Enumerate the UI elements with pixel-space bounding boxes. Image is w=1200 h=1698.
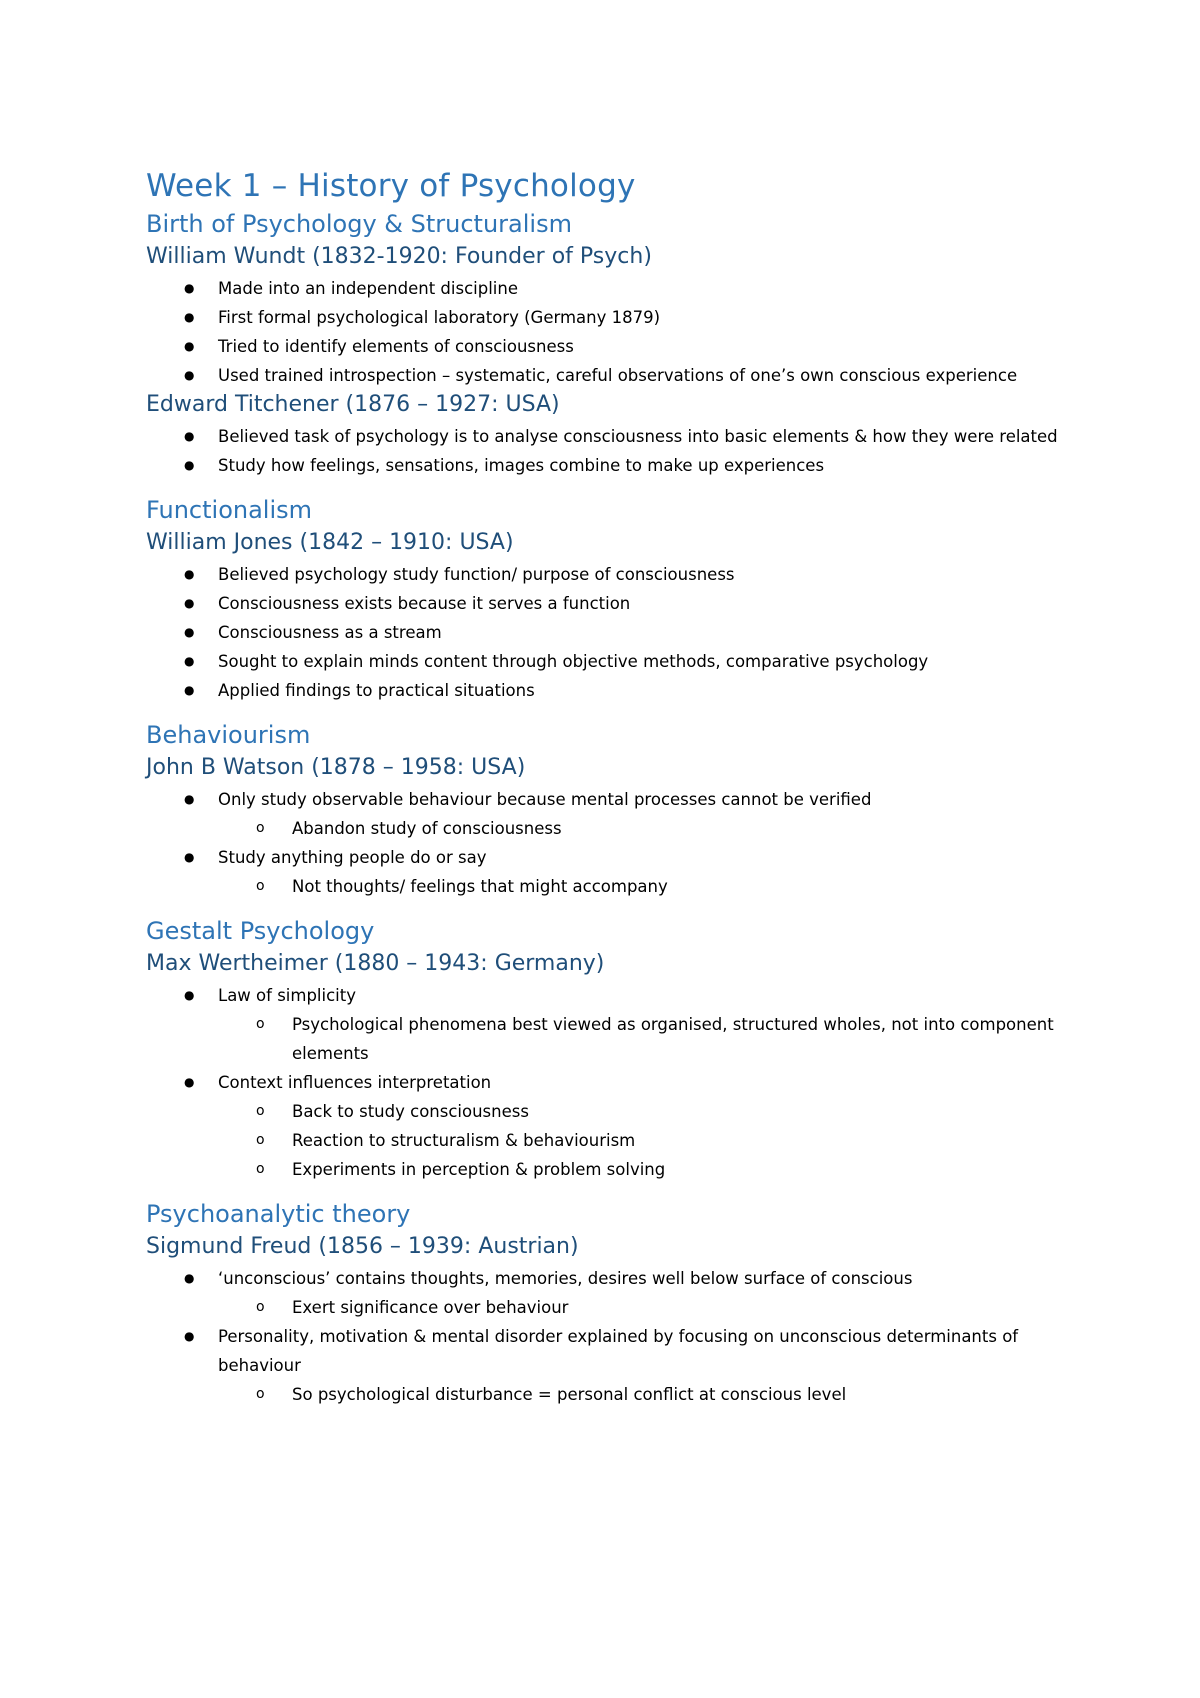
bullet-list [146, 422, 1080, 480]
bullet-dot-icon: ● [184, 850, 195, 864]
bullet-text: Made into an independent discipline [218, 279, 518, 298]
bullet-text: Believed task of psychology is to analyse consciousness into basic elements & how they were related [218, 427, 1058, 446]
sub-bullet-circle-icon: o [256, 878, 265, 894]
bullet-item [146, 676, 1080, 705]
bullet-dot-icon: ● [184, 596, 195, 610]
bullet-dot-icon: ● [184, 368, 195, 382]
bullet-item [146, 1264, 1080, 1293]
subsection-heading: Max Wertheimer (1880 – 1943: Germany) [146, 951, 605, 976]
sub-bullet-circle-icon: o [256, 1016, 265, 1032]
bullet-item [146, 332, 1080, 361]
section [146, 915, 1080, 1184]
section [146, 1198, 1080, 1409]
sub-bullet-text: Abandon study of consciousness [292, 819, 562, 838]
bullet-dot-icon: ● [184, 792, 195, 806]
bullet-list [146, 274, 1080, 390]
sub-bullet-text: Back to study consciousness [292, 1102, 529, 1121]
bullet-dot-icon: ● [184, 567, 195, 581]
sub-bullet-circle-icon: o [256, 1386, 265, 1402]
bullet-dot-icon: ● [184, 339, 195, 353]
sub-bullet-text: Psychological phenomena best viewed as organised, structured wholes, not into component elements [292, 1015, 1054, 1063]
section-heading: Birth of Psychology & Structuralism [146, 210, 572, 238]
bullet-text: Law of simplicity [218, 986, 356, 1005]
bullet-dot-icon: ● [184, 281, 195, 295]
bullet-item [146, 647, 1080, 676]
bullet-dot-icon: ● [184, 1329, 195, 1343]
sub-bullet-text: Experiments in perception & problem solving [292, 1160, 666, 1179]
sub-bullet-circle-icon: o [256, 1132, 265, 1148]
section-heading: Gestalt Psychology [146, 917, 375, 945]
bullet-dot-icon: ● [184, 1075, 195, 1089]
bullet-list [146, 981, 1080, 1184]
bullet-item [146, 618, 1080, 647]
bullet-item [146, 589, 1080, 618]
bullet-item [146, 422, 1080, 451]
sub-bullet-item [146, 1155, 1080, 1184]
sub-bullet-item [146, 1010, 1080, 1068]
section [146, 719, 1080, 901]
sub-bullet-text: So psychological disturbance = personal conflict at conscious level [292, 1385, 847, 1404]
subsection-heading: Sigmund Freud (1856 – 1939: Austrian) [146, 1234, 579, 1259]
subsection-heading: John B Watson (1878 – 1958: USA) [146, 755, 526, 780]
bullet-text: ‘unconscious’ contains thoughts, memories, desires well below surface of conscious [218, 1269, 913, 1288]
bullet-text: Used trained introspection – systematic, careful observations of one’s own conscious experience [218, 366, 1018, 385]
bullet-text: Applied findings to practical situations [218, 681, 535, 700]
bullet-item [146, 560, 1080, 589]
sub-bullet-item [146, 1097, 1080, 1126]
document-title: Week 1 – History of Psychology [146, 168, 636, 204]
bullet-text: Personality, motivation & mental disorder explained by focusing on unconscious determinants of behaviour [218, 1327, 1019, 1375]
bullet-dot-icon: ● [184, 654, 195, 668]
bullet-item [146, 303, 1080, 332]
bullet-item [146, 274, 1080, 303]
section [146, 208, 1080, 480]
section-heading: Psychoanalytic theory [146, 1200, 411, 1228]
bullet-text: Believed psychology study function/ purpose of consciousness [218, 565, 735, 584]
sub-bullet-text: Reaction to structuralism & behaviourism [292, 1131, 636, 1150]
sub-bullet-circle-icon: o [256, 1299, 265, 1315]
bullet-text: Tried to identify elements of consciousness [218, 337, 574, 356]
sub-bullet-text: Not thoughts/ feelings that might accompany [292, 877, 668, 896]
section-heading: Functionalism [146, 496, 313, 524]
bullet-dot-icon: ● [184, 429, 195, 443]
bullet-dot-icon: ● [184, 683, 195, 697]
bullet-text: Consciousness as a stream [218, 623, 442, 642]
bullet-dot-icon: ● [184, 1271, 195, 1285]
bullet-text: Consciousness exists because it serves a function [218, 594, 631, 613]
section [146, 494, 1080, 705]
sub-bullet-item [146, 872, 1080, 901]
subsection-heading: William Jones (1842 – 1910: USA) [146, 530, 514, 555]
bullet-dot-icon: ● [184, 310, 195, 324]
sub-bullet-item [146, 1126, 1080, 1155]
subsection-heading: William Wundt (1832-1920: Founder of Psych) [146, 244, 652, 269]
bullet-list [146, 785, 1080, 901]
subsection-heading: Edward Titchener (1876 – 1927: USA) [146, 392, 560, 417]
bullet-text: Only study observable behaviour because mental processes cannot be verified [218, 790, 872, 809]
bullet-dot-icon: ● [184, 458, 195, 472]
bullet-text: Context influences interpretation [218, 1073, 492, 1092]
bullet-item [146, 843, 1080, 872]
sub-bullet-item [146, 814, 1080, 843]
sub-bullet-circle-icon: o [256, 820, 265, 836]
sub-bullet-text: Exert significance over behaviour [292, 1298, 569, 1317]
sub-bullet-item [146, 1293, 1080, 1322]
bullet-text: Sought to explain minds content through objective methods, comparative psychology [218, 652, 929, 671]
bullet-item [146, 1068, 1080, 1097]
bullet-item [146, 451, 1080, 480]
sub-bullet-circle-icon: o [256, 1103, 265, 1119]
section-heading: Behaviourism [146, 721, 311, 749]
bullet-item [146, 785, 1080, 814]
sub-bullet-circle-icon: o [256, 1161, 265, 1177]
bullet-item [146, 1322, 1080, 1380]
bullet-dot-icon: ● [184, 988, 195, 1002]
bullet-text: First formal psychological laboratory (Germany 1879) [218, 308, 661, 327]
bullet-list [146, 1264, 1080, 1409]
bullet-dot-icon: ● [184, 625, 195, 639]
bullet-text: Study anything people do or say [218, 848, 487, 867]
sub-bullet-item [146, 1380, 1080, 1409]
bullet-item [146, 981, 1080, 1010]
bullet-text: Study how feelings, sensations, images combine to make up experiences [218, 456, 825, 475]
bullet-list [146, 560, 1080, 705]
bullet-item [146, 361, 1080, 390]
document-body [146, 208, 1080, 1409]
